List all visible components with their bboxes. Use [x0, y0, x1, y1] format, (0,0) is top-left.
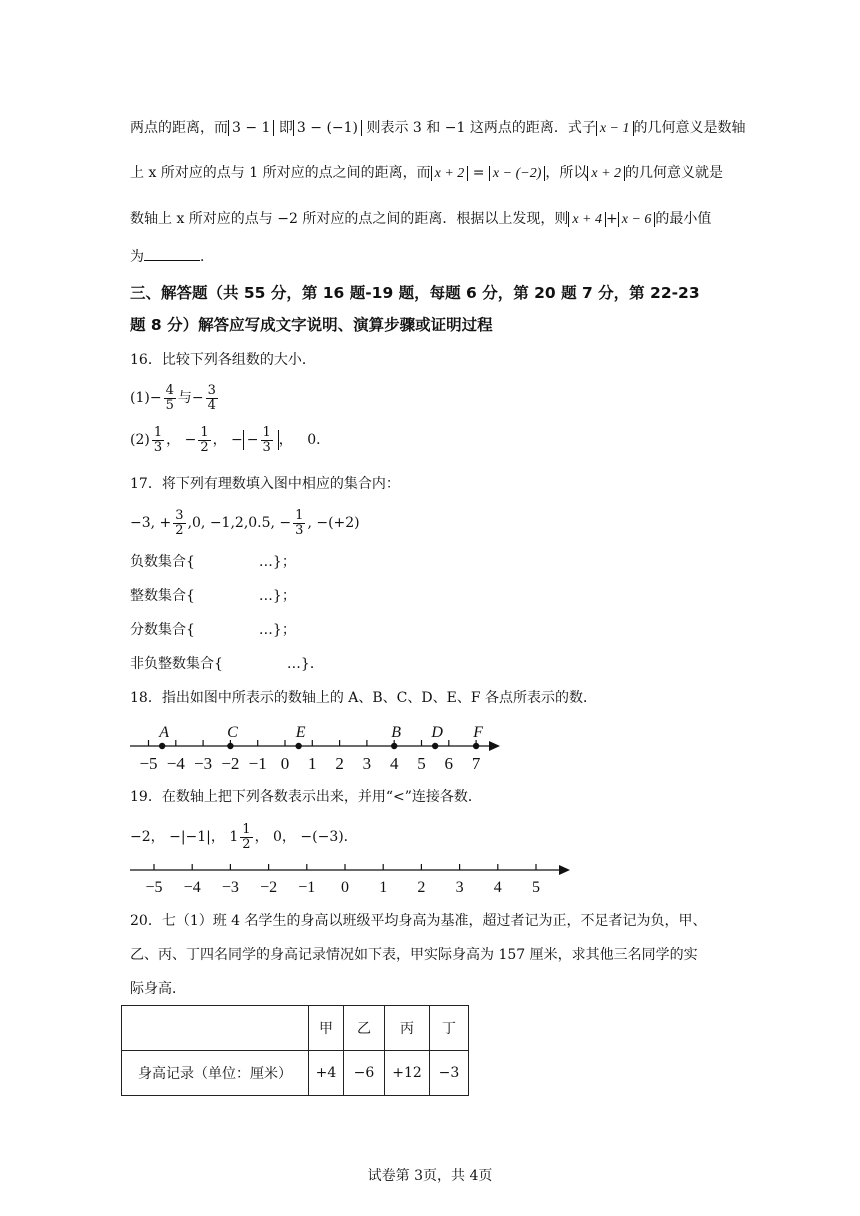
passage-text: 则表示 3 和 −1 这两点的距离．式子	[366, 120, 596, 136]
passage-text: ．	[200, 249, 214, 265]
set-fraction	[130, 620, 296, 640]
q19-number-list	[130, 820, 358, 854]
point-label: C	[227, 724, 238, 741]
minus-sign: −	[231, 432, 243, 448]
point-dot	[391, 743, 397, 749]
tick-label: 2	[335, 754, 344, 773]
point-label: F	[473, 724, 483, 741]
point-label: B	[391, 724, 402, 741]
passage-text: 的最小值	[655, 211, 712, 227]
separator: ，	[212, 432, 227, 448]
numerator: 1	[153, 424, 163, 440]
table-cell: +12	[385, 1051, 430, 1096]
denominator: 5	[165, 397, 174, 413]
tick-label: 3	[362, 754, 372, 773]
numerator: 1	[242, 821, 251, 837]
zero-value: 0．	[307, 432, 331, 448]
denominator: 2	[200, 439, 209, 455]
passage-line-4	[130, 246, 214, 267]
tick-label: 5	[417, 754, 426, 773]
tick-label: 0	[341, 879, 349, 896]
q16-stem: 16．比较下列各组数的大小．	[130, 352, 316, 368]
tick-label: −5	[139, 754, 158, 773]
abs-expression: x − 6	[618, 212, 656, 227]
passage-line-2	[130, 163, 723, 184]
answer-blank[interactable]	[144, 246, 200, 261]
q16-part-2	[130, 424, 330, 456]
q20-line-3: 际身高．	[130, 981, 186, 997]
numerator: 3	[207, 382, 216, 398]
point-dot	[473, 743, 479, 749]
denominator: 2	[175, 522, 184, 538]
q16-part-1	[130, 383, 220, 413]
connector-text: 与	[177, 390, 192, 406]
numerator: 4	[165, 382, 174, 398]
number-list-text: −3, +	[130, 515, 172, 531]
numerator: 1	[200, 424, 209, 440]
set-tail: …}；	[258, 588, 296, 604]
axis-arrow	[489, 741, 500, 751]
point-label: D	[431, 724, 443, 741]
table-header-cell: 乙	[344, 1006, 385, 1051]
number-item: −2，	[130, 829, 165, 845]
passage-text: 即	[278, 120, 293, 136]
minus-sign: −	[191, 390, 204, 406]
section-heading-line-1: 三、解答题（共 55 分，第 16 题-19 题，每题 6 分，第 20 题 7 分，第 22-23	[130, 284, 700, 302]
minus-sign: −	[149, 390, 162, 406]
numerator: 3	[175, 507, 184, 523]
passage-line-1	[130, 118, 746, 139]
number-list-text: ,0, −1,2,0.5, −	[187, 515, 292, 531]
fraction	[206, 384, 218, 413]
abs-expression: 3 − (−1)	[293, 120, 362, 136]
q19-stem: 19．在数轴上把下列各数表示出来，并用“<”连接各数．	[130, 789, 482, 805]
part-label: (1)	[130, 390, 150, 406]
tick-label: 6	[444, 754, 454, 773]
fraction	[173, 509, 185, 538]
tick-label: 4	[389, 754, 399, 773]
denominator: 3	[153, 439, 163, 455]
table-header-cell	[122, 1006, 309, 1051]
denominator: 3	[295, 522, 304, 538]
plus-sign: +	[606, 211, 618, 227]
q17-stem: 17．将下列有理数填入图中相应的集合内：	[130, 476, 400, 492]
tick-label: 7	[471, 754, 481, 773]
tick-label: −2	[260, 879, 278, 896]
point-label: A	[159, 724, 170, 741]
table-cell: −6	[344, 1051, 385, 1096]
fraction	[198, 426, 210, 455]
part-label: (2)	[130, 432, 150, 448]
set-tail: …}．	[286, 656, 324, 672]
passage-text: 为	[130, 249, 144, 265]
tick-label: 4	[493, 879, 502, 896]
number-list-text: , −(+2)	[307, 515, 360, 531]
set-label: 非负整数集合{	[130, 656, 223, 672]
passage-text: 数轴上 x 所对应的点与 −2 所对应的点之间的距离．根据以上发现，则	[130, 211, 569, 227]
separator: ，	[254, 829, 269, 845]
tick-label: 5	[532, 879, 540, 896]
tick-label: −3	[221, 879, 239, 896]
point-label: E	[295, 724, 306, 741]
tick-label: 0	[280, 754, 290, 773]
q18-number-line	[0, 715, 860, 775]
separator: ，	[166, 432, 181, 448]
section-heading-line-2: 题 8 分）解答应写成文字说明、演算步骤或证明过程	[130, 316, 493, 334]
abs-expression: x + 2	[587, 166, 625, 181]
table-header-cell: 丁	[430, 1006, 469, 1051]
tick-label: −5	[145, 879, 163, 896]
passage-text: 两点的距离，而	[130, 120, 228, 136]
q18-stem: 18．指出如图中所表示的数轴上的 A、B、C、D、E、F 各点所表示的数．	[130, 690, 597, 706]
set-negative	[130, 552, 296, 572]
abs-expression: x + 2	[431, 166, 469, 181]
denominator: 3	[262, 439, 271, 455]
passage-text: 的几何意义就是	[625, 165, 724, 181]
separator: ，	[278, 432, 293, 448]
denominator: 4	[207, 397, 216, 413]
page-footer: 试卷第 3页，共 4页	[367, 1168, 493, 1184]
tick-label: −3	[194, 754, 213, 773]
fraction	[164, 384, 176, 413]
set-integer	[130, 586, 296, 606]
point-dot	[159, 743, 165, 749]
passage-text: 的几何意义是数轴	[633, 120, 746, 136]
tick-label: −2	[221, 754, 240, 773]
passage-line-3	[130, 209, 711, 230]
set-tail: …}；	[258, 554, 296, 570]
point-dot	[295, 743, 301, 749]
q19-number-line	[0, 860, 860, 896]
number-item: −|−1|，	[169, 829, 225, 845]
fraction	[293, 509, 305, 538]
table-cell: +4	[309, 1051, 344, 1096]
height-record-table	[121, 1005, 469, 1096]
number-item: 0，	[273, 829, 296, 845]
tick-label: −1	[298, 879, 316, 896]
set-tail: …}；	[258, 622, 296, 638]
abs-expression: x − (−2)	[489, 166, 545, 181]
set-nonnegative-integer	[130, 654, 324, 674]
set-label: 整数集合{	[130, 588, 195, 604]
set-label: 分数集合{	[130, 622, 195, 638]
passage-text: 上 x 所对应的点与 1 所对应的点之间的距离，而	[130, 165, 431, 181]
abs-expression	[243, 424, 279, 455]
passage-text: ，所以	[545, 165, 588, 181]
minus-sign: −	[246, 432, 259, 448]
numerator: 1	[295, 507, 304, 523]
abs-expression: 3 − 1	[228, 120, 274, 136]
tick-label: −1	[248, 754, 267, 773]
tick-label: 2	[417, 879, 426, 896]
table-header-cell: 丙	[385, 1006, 430, 1051]
table-cell: −3	[430, 1051, 469, 1096]
abs-expression: x − 1	[596, 121, 634, 136]
tick-label: −4	[166, 754, 185, 773]
q17-number-list	[130, 507, 360, 539]
number-item: −(−3)．	[300, 829, 358, 845]
minus-sign: −	[184, 432, 197, 448]
equals-sign: =	[472, 165, 485, 181]
tick-label: 1	[308, 754, 317, 773]
tick-label: 3	[455, 879, 464, 896]
point-dot	[432, 743, 438, 749]
denominator: 2	[242, 836, 251, 852]
table-header-row	[122, 1006, 469, 1051]
numerator: 1	[262, 424, 271, 440]
table-row-label: 身高记录（单位：厘米）	[122, 1051, 309, 1096]
q20-line-2: 乙、丙、丁四名同学的身高记录情况如下表，甲实际身高为 157 厘米，求其他三名同学的实	[130, 947, 698, 963]
tick-label: −4	[183, 879, 201, 896]
point-dot	[227, 743, 233, 749]
fraction	[152, 426, 164, 455]
fraction	[240, 823, 252, 852]
table-header-cell: 甲	[309, 1006, 344, 1051]
tick-label: 1	[379, 879, 388, 896]
fraction	[261, 426, 273, 455]
axis-arrow	[559, 865, 570, 875]
table-row	[122, 1051, 469, 1096]
abs-expression: x + 4	[568, 212, 606, 227]
mixed-number-whole: 1	[229, 829, 239, 845]
set-label: 负数集合{	[130, 554, 195, 570]
q20-line-1: 20．七（1）班 4 名学生的身高以班级平均身高为基准，超过者记为正，不足者记为负，甲、	[130, 913, 707, 929]
